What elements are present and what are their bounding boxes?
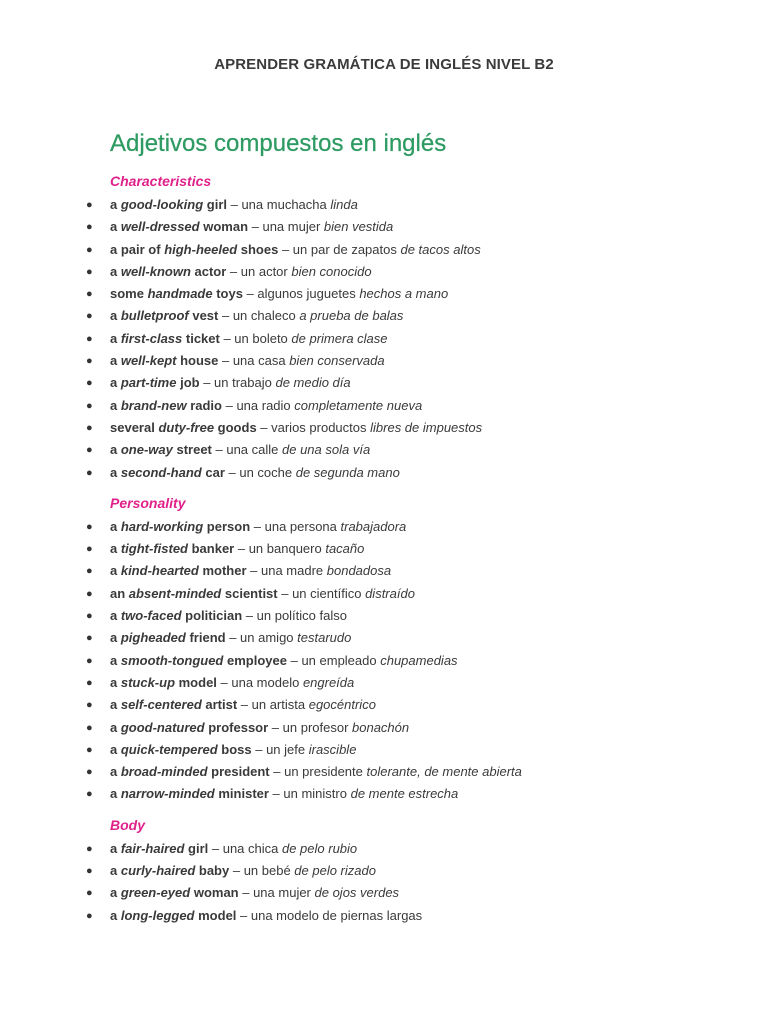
list-item <box>0 783 768 805</box>
list-item <box>0 395 768 417</box>
list-item <box>0 372 768 394</box>
compound-adjective: quick-tempered <box>120 741 218 757</box>
bullet-icon: ● <box>86 565 93 578</box>
spanish-adjective: irascible <box>308 741 357 757</box>
bullet-icon: ● <box>86 610 93 623</box>
english-noun: friend <box>185 630 226 646</box>
spanish-translation: – un presidente <box>269 764 367 780</box>
spanish-translation: – una mujer <box>238 885 315 901</box>
english-noun: baby <box>195 863 230 879</box>
list-item <box>0 538 768 560</box>
bullet-icon: ● <box>86 654 93 667</box>
spanish-translation: – una madre <box>246 563 327 579</box>
spanish-translation: – un jefe <box>251 741 309 757</box>
english-noun: toys <box>212 286 243 302</box>
list-item <box>0 583 768 605</box>
spanish-adjective: linda <box>330 197 358 212</box>
spanish-adjective: testarudo <box>297 630 352 646</box>
bullet-icon: ● <box>86 788 93 801</box>
bullet-icon: ● <box>86 887 93 900</box>
english-prefix: a <box>110 608 121 624</box>
english-prefix: a <box>110 764 121 780</box>
compound-adjective: green-eyed <box>120 885 191 901</box>
list-item <box>0 350 768 372</box>
english-prefix: a pair of <box>110 241 165 257</box>
list-item <box>0 560 768 582</box>
vocabulary-list <box>0 838 768 927</box>
bullet-icon: ● <box>86 743 93 756</box>
english-prefix: a <box>110 353 121 369</box>
spanish-translation: – un banquero <box>234 541 326 557</box>
compound-adjective: well-known <box>120 263 191 279</box>
english-prefix: a <box>110 674 121 690</box>
bullet-icon: ● <box>86 332 93 345</box>
english-noun: actor <box>190 263 227 279</box>
spanish-adjective: egocéntrico <box>308 697 376 713</box>
english-prefix: a <box>110 840 121 856</box>
compound-adjective: stuck-up <box>120 674 176 690</box>
spanish-adjective: de segunda mano <box>295 464 400 480</box>
bullet-icon: ● <box>86 310 93 323</box>
list-item <box>0 694 768 716</box>
spanish-adjective: de mente estrecha <box>350 786 459 802</box>
spanish-translation: – un coche <box>224 464 296 480</box>
spanish-adjective: de tacos altos <box>400 241 481 257</box>
bullet-icon: ● <box>86 288 93 301</box>
bullet-icon: ● <box>86 199 93 211</box>
list-item <box>0 194 768 216</box>
spanish-adjective: distraído <box>365 585 415 601</box>
compound-adjective: long-legged <box>120 907 195 923</box>
english-prefix: a <box>110 442 121 458</box>
english-prefix: a <box>110 563 121 579</box>
spanish-translation: – un empleado <box>286 652 381 668</box>
compound-adjective: good-looking <box>120 197 204 212</box>
bullet-icon: ● <box>86 543 93 556</box>
spanish-adjective: tacaño <box>325 541 365 557</box>
list-item <box>0 761 768 783</box>
bullet-icon: ● <box>86 587 93 600</box>
list-item <box>0 882 768 904</box>
compound-adjective: brand-new <box>120 397 187 413</box>
compound-adjective: duty-free <box>158 419 215 435</box>
spanish-translation: – un par de zapatos <box>278 241 401 257</box>
english-prefix: a <box>110 263 121 279</box>
spanish-translation: – una modelo de piernas largas <box>236 907 423 923</box>
spanish-adjective: bonachón <box>352 719 410 735</box>
section-heading: Personality <box>110 494 186 511</box>
compound-adjective: curly-haired <box>120 863 196 879</box>
compound-adjective: kind-hearted <box>120 563 199 579</box>
spanish-adjective: completamente nueva <box>294 397 423 413</box>
list-item <box>0 328 768 350</box>
english-noun: president <box>207 764 270 780</box>
spanish-adjective: hechos a mano <box>359 286 449 302</box>
list-item <box>0 905 768 927</box>
spanish-translation: – un amigo <box>225 630 298 646</box>
page-header: APRENDER GRAMÁTICA DE INGLÉS NIVEL B2 <box>214 56 554 73</box>
bullet-icon: ● <box>86 676 93 689</box>
english-prefix: a <box>110 697 121 713</box>
english-noun: girl <box>203 197 227 212</box>
spanish-adjective: bondadosa <box>326 563 392 579</box>
english-prefix: a <box>110 330 121 346</box>
spanish-translation: – una chica <box>208 840 282 856</box>
spanish-adjective: trabajadora <box>340 518 407 534</box>
spanish-adjective: bien vestida <box>323 219 394 235</box>
english-prefix: an <box>110 585 129 601</box>
spanish-translation: – una modelo <box>216 674 303 690</box>
document-content <box>0 170 768 935</box>
spanish-translation: – una radio <box>221 397 295 413</box>
bullet-icon: ● <box>86 865 93 878</box>
english-noun: model <box>194 907 237 923</box>
bullet-icon: ● <box>86 399 93 412</box>
spanish-adjective: bien conservada <box>289 353 385 369</box>
compound-adjective: high-heeled <box>164 241 238 257</box>
spanish-adjective: libres de impuestos <box>370 419 483 435</box>
spanish-adjective: de pelo rizado <box>294 863 376 879</box>
bullet-icon: ● <box>86 355 93 368</box>
spanish-translation: – un artista <box>237 697 309 713</box>
english-noun: model <box>175 674 217 690</box>
english-noun: artist <box>201 697 238 713</box>
bullet-icon: ● <box>86 466 93 479</box>
english-prefix: several <box>110 419 159 435</box>
english-noun: shoes <box>237 241 279 257</box>
english-prefix: a <box>110 652 121 668</box>
spanish-translation: – un político falso <box>242 608 347 624</box>
compound-adjective: pigheaded <box>120 630 186 646</box>
compound-adjective: second-hand <box>120 464 202 480</box>
spanish-translation: – una muchacha <box>227 197 331 212</box>
compound-adjective: part-time <box>120 375 177 391</box>
english-noun: vest <box>188 308 219 324</box>
english-noun: politician <box>181 608 243 624</box>
compound-adjective: fair-haired <box>120 840 185 856</box>
bullet-icon: ● <box>86 721 93 734</box>
english-noun: job <box>176 375 200 391</box>
english-prefix: a <box>110 464 121 480</box>
english-noun: car <box>201 464 225 480</box>
spanish-adjective: de medio día <box>275 375 351 391</box>
vocabulary-list <box>0 194 768 484</box>
spanish-adjective: chupamedias <box>380 652 458 668</box>
list-item <box>0 739 768 761</box>
bullet-icon: ● <box>86 520 93 533</box>
compound-adjective: well-dressed <box>120 219 200 235</box>
english-prefix: a <box>110 907 121 923</box>
spanish-adjective: tolerante, de mente abierta <box>366 764 522 780</box>
list-item <box>0 717 768 739</box>
spanish-translation: – un chaleco <box>218 308 300 324</box>
spanish-adjective: de una sola vía <box>282 442 371 458</box>
list-item <box>0 838 768 860</box>
compound-adjective: absent-minded <box>128 585 222 601</box>
spanish-translation: – un boleto <box>219 330 292 346</box>
spanish-translation: – un actor <box>226 263 292 279</box>
list-item <box>0 627 768 649</box>
english-noun: banker <box>188 541 235 557</box>
vocabulary-list <box>0 516 768 806</box>
compound-adjective: broad-minded <box>120 764 208 780</box>
english-noun: house <box>176 353 219 369</box>
list-item <box>0 261 768 283</box>
spanish-adjective: a prueba de balas <box>299 308 404 324</box>
spanish-translation: – un profesor <box>268 719 353 735</box>
spanish-translation: – una casa <box>218 353 290 369</box>
spanish-translation: – algunos juguetes <box>242 286 360 302</box>
spanish-translation: – una mujer <box>248 219 324 235</box>
english-prefix: a <box>110 630 121 646</box>
english-prefix: a <box>110 219 121 235</box>
english-noun: radio <box>186 397 222 413</box>
list-item <box>0 439 768 461</box>
bullet-icon: ● <box>86 444 93 457</box>
bullet-icon: ● <box>86 421 93 434</box>
english-noun: ticket <box>182 330 220 346</box>
list-item <box>0 462 768 484</box>
spanish-translation: – un trabajo <box>199 375 276 391</box>
english-prefix: a <box>110 518 121 534</box>
list-item <box>0 305 768 327</box>
list-item <box>0 605 768 627</box>
compound-adjective: hard-working <box>120 518 204 534</box>
english-noun: person <box>203 518 251 534</box>
compound-adjective: good-natured <box>120 719 205 735</box>
bullet-icon: ● <box>86 243 93 256</box>
compound-adjective: narrow-minded <box>120 786 215 802</box>
english-noun: woman <box>199 219 249 235</box>
compound-adjective: well-kept <box>120 353 177 369</box>
english-prefix: a <box>110 719 121 735</box>
compound-adjective: bulletproof <box>120 308 189 324</box>
english-noun: minister <box>214 786 269 802</box>
english-noun: street <box>172 442 212 458</box>
english-prefix: a <box>110 197 121 212</box>
spanish-adjective: de pelo rubio <box>281 840 358 856</box>
bullet-icon: ● <box>86 842 93 855</box>
compound-adjective: one-way <box>120 442 173 458</box>
bullet-icon: ● <box>86 221 93 234</box>
english-prefix: a <box>110 863 121 879</box>
compound-adjective: tight-fisted <box>120 541 188 557</box>
bullet-icon: ● <box>86 377 93 390</box>
spanish-translation: – un ministro <box>268 786 351 802</box>
english-prefix: a <box>110 541 121 557</box>
bullet-icon: ● <box>86 766 93 779</box>
english-prefix: a <box>110 397 121 413</box>
english-noun: employee <box>223 652 287 668</box>
list-item <box>0 516 768 538</box>
compound-adjective: smooth-tongued <box>120 652 224 668</box>
english-prefix: a <box>110 375 121 391</box>
spanish-translation: – varios productos <box>256 419 371 435</box>
document-title: Adjetivos compuestos en inglés <box>110 130 447 157</box>
bullet-icon: ● <box>86 699 93 712</box>
english-noun: mother <box>198 563 247 579</box>
spanish-adjective: de primera clase <box>291 330 388 346</box>
spanish-adjective: bien conocido <box>291 263 372 279</box>
list-item <box>0 417 768 439</box>
bullet-icon: ● <box>86 909 93 922</box>
english-prefix: a <box>110 308 121 324</box>
bullet-icon: ● <box>86 632 93 645</box>
english-prefix: some <box>110 286 148 302</box>
spanish-translation: – un científico <box>277 585 366 601</box>
english-noun: professor <box>204 719 269 735</box>
spanish-translation: – un bebé <box>229 863 295 879</box>
english-prefix: a <box>110 786 121 802</box>
list-item <box>0 283 768 305</box>
english-noun: scientist <box>221 585 278 601</box>
english-prefix: a <box>110 885 121 901</box>
section-heading: Body <box>110 816 145 833</box>
compound-adjective: first-class <box>120 330 183 346</box>
english-noun: girl <box>184 840 209 856</box>
list-item <box>0 239 768 261</box>
spanish-adjective: engreída <box>302 674 355 690</box>
section-heading: Characteristics <box>110 173 212 189</box>
list-item <box>0 216 768 238</box>
bullet-icon: ● <box>86 265 93 278</box>
compound-adjective: self-centered <box>120 697 202 713</box>
list-item <box>0 650 768 672</box>
english-noun: boss <box>217 741 252 757</box>
spanish-translation: – una persona <box>250 518 341 534</box>
english-prefix: a <box>110 741 121 757</box>
english-noun: woman <box>190 885 239 901</box>
list-item <box>0 860 768 882</box>
list-item <box>0 672 768 694</box>
english-noun: goods <box>214 419 257 435</box>
spanish-adjective: de ojos verdes <box>314 885 400 901</box>
compound-adjective: handmade <box>147 286 213 302</box>
spanish-translation: – una calle <box>211 442 282 458</box>
compound-adjective: two-faced <box>120 608 182 624</box>
